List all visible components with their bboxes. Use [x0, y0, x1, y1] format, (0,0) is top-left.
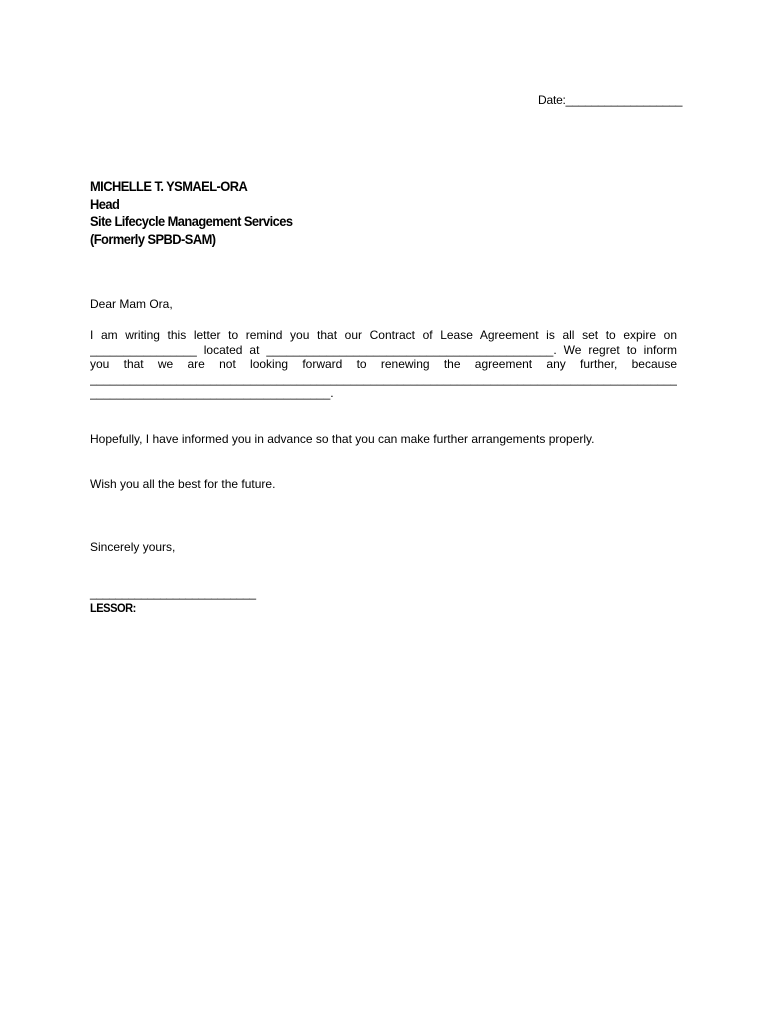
body-line: you that we are not looking forward to renewing the agreement any further, because: [90, 357, 677, 371]
addressee-name: MICHELLE T. YSMAEL-ORA: [90, 178, 248, 194]
addressee-department: Site Lifecycle Management Services: [90, 213, 293, 229]
body-paragraph: [90, 328, 677, 401]
closing-phrase: Sincerely yours,: [90, 540, 176, 554]
signature-line: __________________________: [90, 586, 256, 600]
salutation: Dear Mam Ora,: [90, 297, 173, 311]
body-line: ________________ located at ___________________________________________. We regret to inform: [90, 342, 677, 357]
addressee-position: Head: [90, 195, 120, 212]
addressee-block: [90, 178, 292, 248]
signatory-label: LESSOR:: [90, 601, 136, 615]
body-line: ________________________________________________________________________________________: [90, 371, 677, 386]
date-field-line: Date:__________________: [538, 93, 683, 107]
body-line: I am writing this letter to remind you that our Contract of Lease Agreement is all set to expire on: [90, 328, 677, 342]
well-wishes-paragraph: Wish you all the best for the future.: [90, 477, 276, 491]
addressee-former-name: (Formerly SPBD-SAM): [90, 230, 216, 247]
body-line: ____________________________________.: [90, 386, 334, 400]
advance-notice-paragraph: Hopefully, I have informed you in advance so that you can make further arrangements properly.: [90, 432, 595, 446]
